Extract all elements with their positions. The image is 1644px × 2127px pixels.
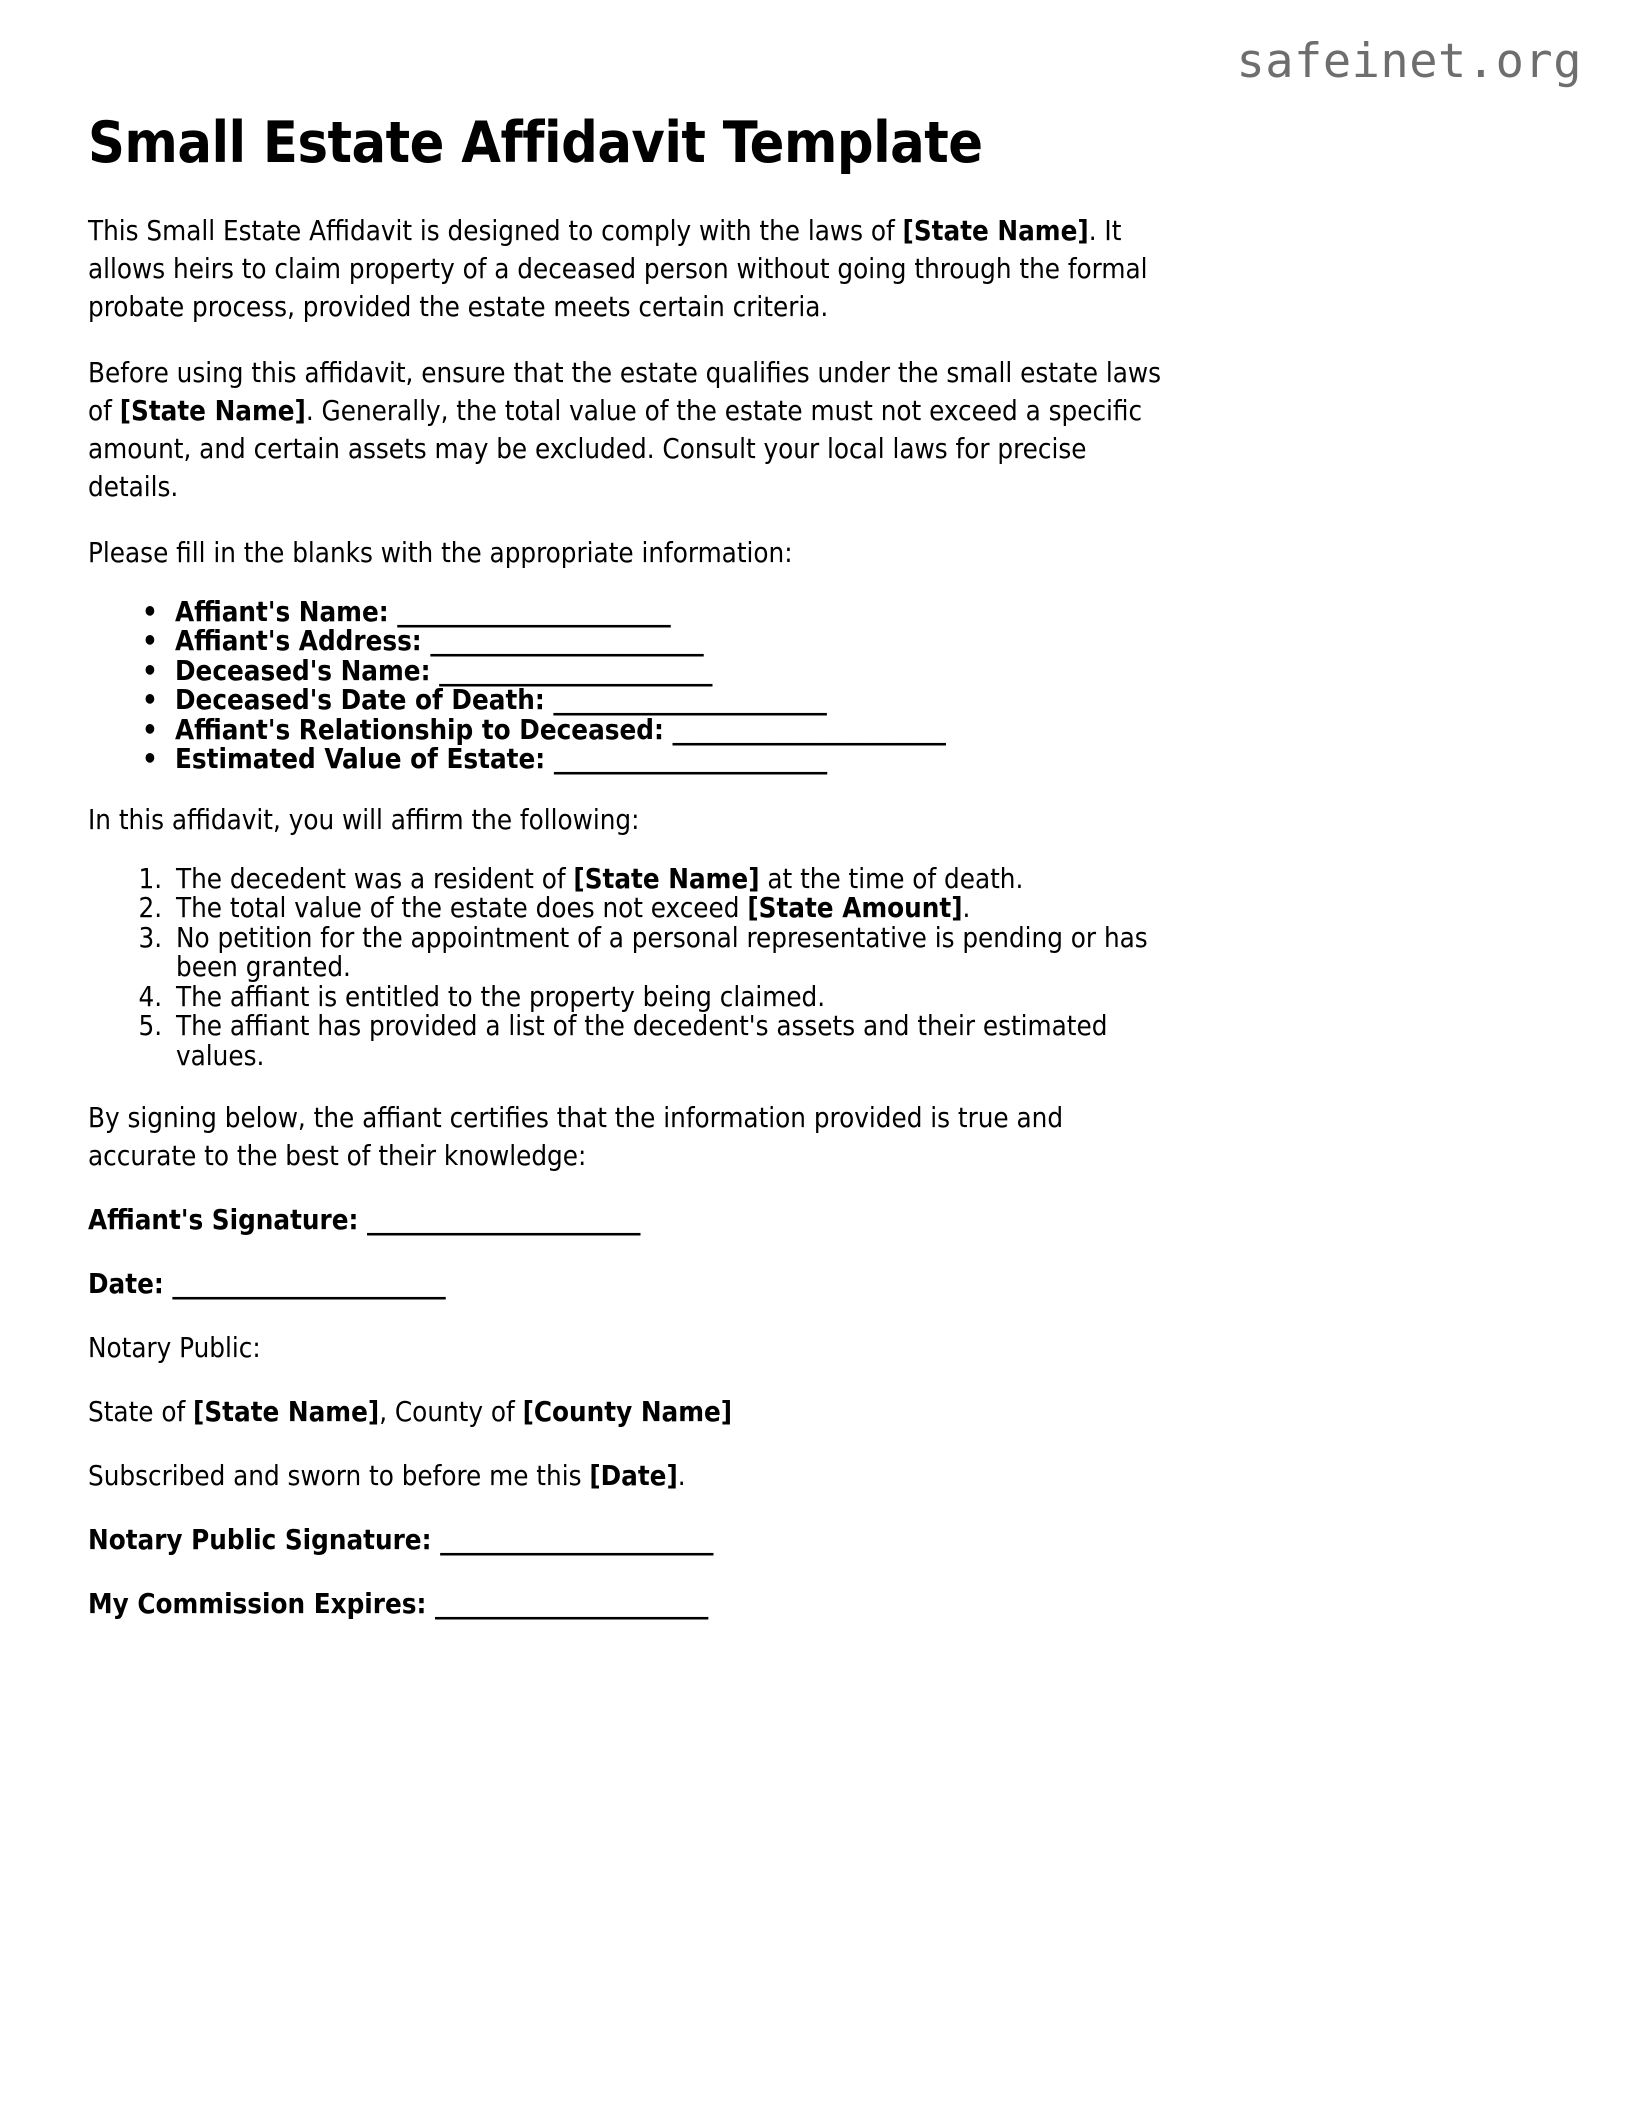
field-blank[interactable]: _______________________ (430, 625, 704, 658)
state-of-prefix: State of (88, 1396, 194, 1429)
list-item (170, 921, 1166, 984)
notary-signature-blank[interactable]: _______________________ (440, 1524, 714, 1557)
affirmation-pre: The decedent was a resident of (176, 862, 574, 895)
field-label: Affiant's Address: (175, 625, 422, 658)
notary-state-county-line (88, 1393, 1166, 1431)
list-item (142, 654, 1166, 687)
affirmation-post: at the time of death. (759, 862, 1024, 895)
field-blank[interactable]: _______________________ (672, 713, 946, 746)
list-item (142, 595, 1166, 628)
notary-signature-line (88, 1521, 1166, 1559)
date-label: Date: (88, 1268, 164, 1301)
document-content (88, 112, 1166, 1649)
certification-paragraph: By signing below, the affiant certifies that the information provided is true and accurate to the best of their knowledge: (88, 1102, 1064, 1173)
intro-p1-state-placeholder: [State Name] (902, 214, 1089, 247)
intro-p1-pre: This Small Estate Affidavit is designed to comply with the laws of (88, 214, 903, 247)
field-label: Affiant's Name: (175, 595, 389, 628)
list-item (142, 713, 1166, 746)
intro-paragraph-1 (88, 212, 1166, 326)
affirmation-post: . (962, 892, 971, 925)
affirmation-pre: The total value of the estate does not exceed (176, 892, 748, 925)
site-watermark: safeinet.org (1236, 34, 1582, 89)
field-label: Deceased's Date of Death: (175, 684, 545, 717)
date-line (88, 1265, 1166, 1303)
affirmation-intro: In this affidavit, you will affirm the following: (88, 803, 640, 836)
affirmation-pre: The affiant is entitled to the property being claimed. (176, 980, 826, 1013)
sworn-date-placeholder: [Date] (589, 1460, 678, 1493)
intro-p1-post: . It allows heirs to claim property of a deceased person without going through the formal probate process, provided the estate meets certain criteria. (88, 214, 1148, 323)
state-name-placeholder: [State Name] (193, 1396, 380, 1429)
list-item (142, 745, 1166, 775)
county-name-placeholder: [County Name] (522, 1396, 733, 1429)
intro-paragraph-2 (88, 354, 1166, 506)
affiant-signature-line (88, 1201, 1166, 1239)
intro-p2-post: . Generally, the total value of the estate must not exceed a specific amount, and certain assets may be excluded. Consult your local laws for precise details. (88, 394, 1143, 503)
field-blank[interactable]: _______________________ (397, 595, 671, 628)
list-item (142, 686, 1166, 716)
affirmation-placeholder: [State Name] (573, 862, 760, 895)
list-item (170, 1012, 1166, 1071)
sworn-prefix: Subscribed and sworn to before me this (88, 1460, 590, 1493)
commission-expires-label: My Commission Expires: (88, 1588, 427, 1621)
intro-p2-pre: Before using this affidavit, ensure that the estate qualifies under the small estate laws of (88, 356, 1161, 427)
list-item (142, 627, 1166, 657)
affirmations-list (88, 862, 1166, 1072)
list-item (170, 894, 1166, 924)
field-label: Estimated Value of Estate: (175, 743, 546, 776)
commission-expires-blank[interactable]: _______________________ (434, 1588, 708, 1621)
fill-instruction: Please fill in the blanks with the appropriate information: (88, 536, 793, 569)
affirmation-pre: The affiant has provided a list of the decedent's assets and their estimated values. (176, 1010, 1108, 1072)
sworn-suffix: . (677, 1460, 686, 1493)
field-label: Deceased's Name: (175, 654, 431, 687)
field-blank[interactable]: _______________________ (553, 684, 827, 717)
notary-signature-label: Notary Public Signature: (88, 1524, 432, 1557)
notary-heading: Notary Public: (88, 1332, 261, 1365)
field-blank[interactable]: _______________________ (439, 654, 713, 687)
field-blank[interactable]: _______________________ (553, 743, 827, 776)
list-item (170, 980, 1166, 1013)
sworn-statement-line (88, 1457, 1166, 1495)
page-title: Small Estate Affidavit Template (88, 110, 983, 176)
county-of-prefix: , County of (379, 1396, 523, 1429)
affiant-signature-label: Affiant's Signature: (88, 1204, 359, 1237)
list-item (170, 862, 1166, 895)
date-blank[interactable]: _______________________ (172, 1268, 446, 1301)
commission-expires-line (88, 1585, 1166, 1623)
intro-p2-state-placeholder: [State Name] (119, 394, 306, 427)
blank-fields-list (88, 595, 1166, 776)
affiant-signature-blank[interactable]: _______________________ (367, 1204, 640, 1237)
affirmation-pre: No petition for the appointment of a personal representative is pending or has been granted. (176, 921, 1148, 984)
affirmation-placeholder: [State Amount] (747, 892, 963, 925)
field-label: Affiant's Relationship to Deceased: (175, 713, 664, 746)
